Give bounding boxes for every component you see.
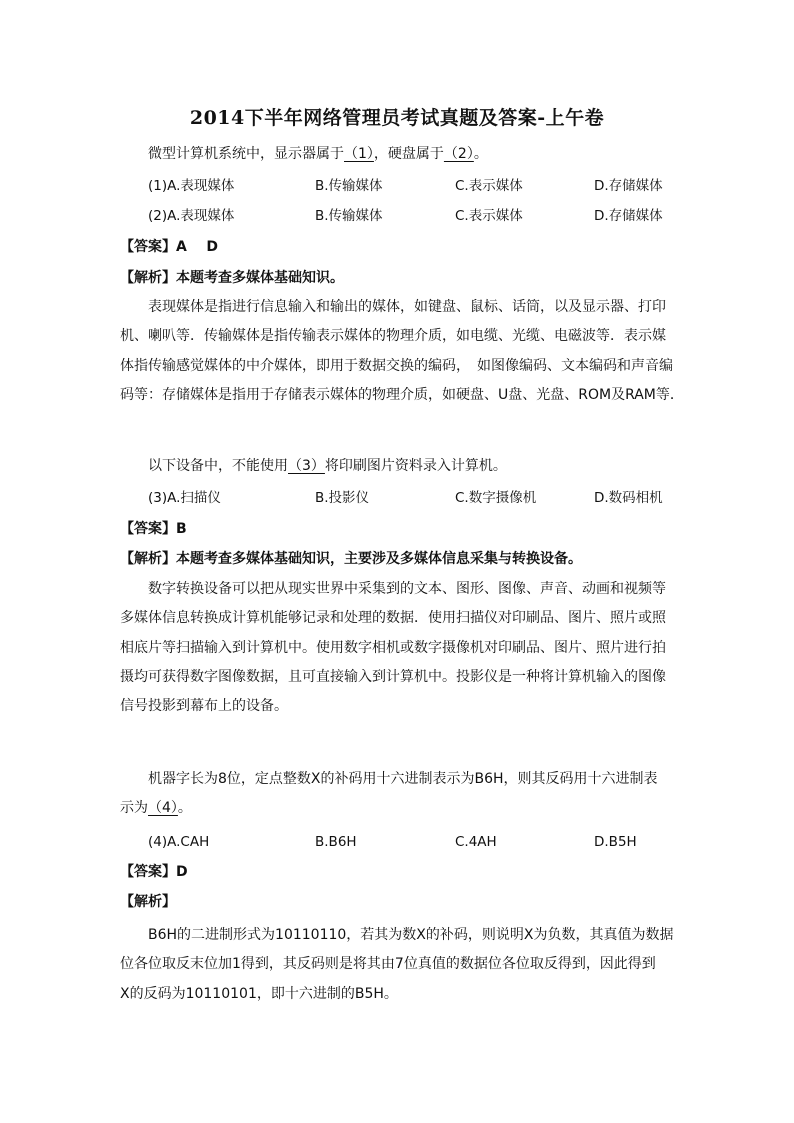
question-3-text: 示为 [120, 800, 148, 817]
blank-2: （2） [443, 146, 474, 162]
option-4c: C.4AH [455, 834, 497, 850]
answer-3: 【答案】D [120, 864, 188, 880]
analysis-2-line: 信号投影到幕布上的设备。 [120, 698, 288, 715]
option-2b: B.传输媒体 [315, 208, 383, 224]
question-3-line: 机器字长为8位，定点整数X的补码用十六进制表示为B6H，则其反码用十六进制表 [148, 771, 658, 787]
analysis-1-line: 体指传输感觉媒体的中介媒体，即用于数据交换的编码， 如图像编码、文本编码和声音编 [120, 357, 673, 374]
option-1a: (1)A.表现媒体 [148, 178, 235, 194]
blank-3: （3） [288, 458, 325, 474]
question-2-stem [148, 456, 507, 476]
analysis-2-line: 多媒体信息转换成计算机能够记录和处理的数据．使用扫描仪对印刷品、图片、照片或照 [120, 610, 666, 627]
analysis-2-label: 【解析】本题考查多媒体基础知识，主要涉及多媒体信息采集与转换设备。 [120, 551, 582, 567]
analysis-2-line: 相底片等扫描输入到计算机中。使用数字相机或数字摄像机对印刷品、图片、照片进行拍 [120, 639, 666, 656]
question-1-text: 微型计算机系统中，显示器属于 [148, 146, 344, 162]
question-1-text-end: 。 [473, 146, 488, 162]
option-4b: B.B6H [315, 834, 357, 850]
analysis-1-label: 【解析】本题考查多媒体基础知识。 [120, 270, 344, 286]
question-1-stem [148, 144, 488, 164]
question-2-text-end: 将印刷图片资料录入计算机。 [324, 458, 507, 474]
option-2c: C.表示媒体 [455, 208, 523, 224]
blank-1: （1） [344, 146, 374, 162]
answer-2: 【答案】B [120, 521, 187, 537]
option-1c: C.表示媒体 [455, 178, 523, 194]
blank-4: （4） [148, 800, 178, 817]
analysis-1-line: 机、喇叭等．传输媒体是指传输表示媒体的物理介质，如电缆、光缆、电磁波等．表示媒 [120, 328, 666, 345]
option-3b: B.投影仪 [315, 490, 370, 506]
option-4a: (4)A.CAH [148, 834, 210, 850]
analysis-3-line: 位各位取反末位加1得到，其反码则是将其由7位真值的数据位各位取反得到，因此得到 [120, 956, 656, 973]
analysis-2-text [120, 575, 680, 721]
question-2-text: 以下设备中，不能使用 [148, 458, 288, 474]
analysis-3-line: X的反码为10110101，即十六进制的B5H。 [120, 985, 398, 1002]
option-1b: B.传输媒体 [315, 178, 383, 194]
question-1-text-mid: ，硬盘属于 [373, 146, 444, 162]
analysis-1-line: 表现媒体是指进行信息输入和输出的媒体，如键盘、鼠标、话筒，以及显示器、打印 [148, 299, 666, 315]
option-3c: C.数字摄像机 [455, 490, 537, 506]
option-1d: D.存储媒体 [594, 178, 663, 194]
page-title: 2014下半年网络管理员考试真题及答案-上午卷 [189, 107, 605, 129]
option-3a: (3)A.扫描仪 [148, 490, 221, 506]
answer-1: 【答案】A D [120, 239, 218, 255]
question-3-text-end: 。 [177, 800, 192, 817]
analysis-3-label: 【解析】 [120, 894, 176, 910]
analysis-2-line: 摄均可获得数字图像数据，且可直接输入到计算机中。投影仪是一种将计算机输入的图像 [120, 668, 666, 685]
analysis-1-line: 码等：存储媒体是指用于存储表示媒体的物理介质，如硬盘、U盘、光盘、ROM及RAM等． [120, 386, 684, 403]
question-3-line [120, 794, 680, 823]
option-3d: D.数码相机 [594, 490, 663, 506]
option-4d: D.B5H [594, 834, 637, 850]
analysis-3-line: B6H的二进制形式为10110110，若其为数X的补码，则说明X为负数，其真值为数据 [148, 927, 674, 943]
option-2a: (2)A.表现媒体 [148, 208, 235, 224]
question-3-stem [120, 765, 680, 824]
analysis-1-text [120, 293, 684, 410]
analysis-2-line: 数字转换设备可以把从现实世界中采集到的文本、图形、图像、声音、动画和视频等 [148, 581, 666, 597]
option-2d: D.存储媒体 [594, 208, 663, 224]
analysis-3-text [120, 921, 680, 1009]
